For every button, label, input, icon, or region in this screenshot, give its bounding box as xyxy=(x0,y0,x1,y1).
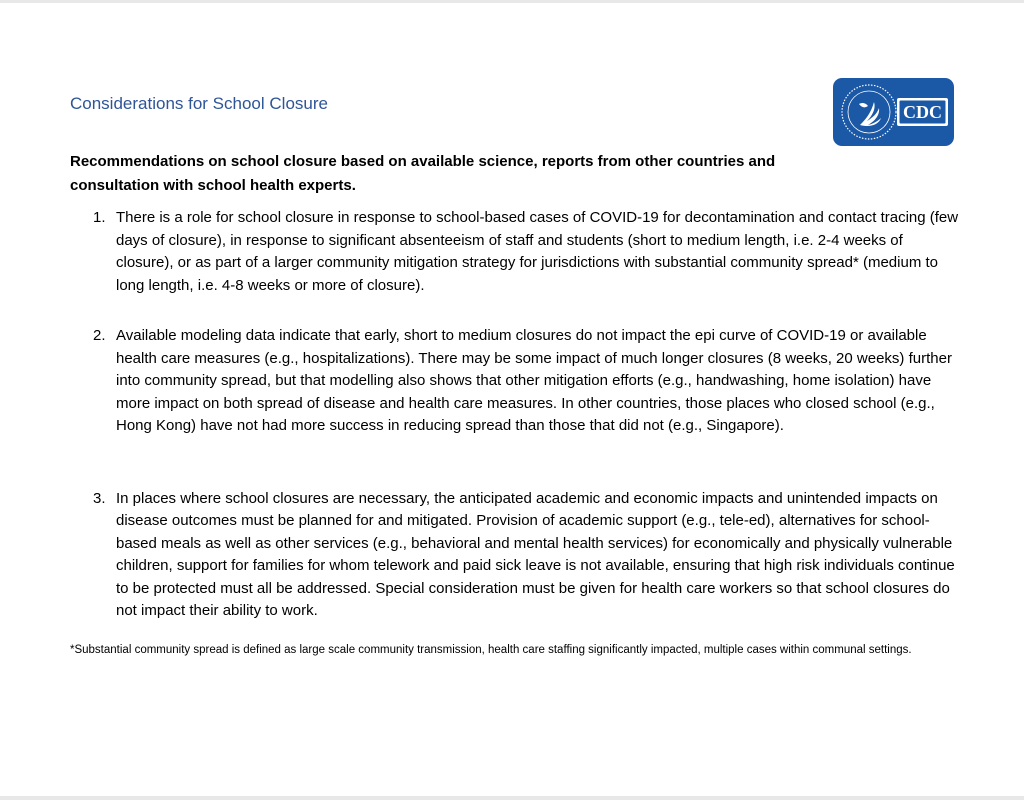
footnote: *Substantial community spread is defined as large scale community transmission, health care staffing significantly impacted, multiple cases within communal settings. xyxy=(70,644,912,656)
list-item xyxy=(0,325,1024,438)
list-item-number: 1. xyxy=(93,209,106,226)
intro-paragraph: Recommendations on school closure based on available science, reports from other countries and consultation with school health experts. xyxy=(70,153,776,194)
list-item-number: 3. xyxy=(93,489,106,507)
document-page xyxy=(0,3,1024,796)
list-item xyxy=(0,488,1024,623)
list-item-number: 2. xyxy=(93,327,106,344)
list-item xyxy=(0,207,1024,297)
hhs-eagle-icon xyxy=(833,78,954,146)
logo-text: CDC xyxy=(903,102,942,122)
list-item-text: Available modeling data indicate that early, short to medium closures do not impact the epi curve of COVID-19 or available health care measures (e.g., hospitalizations). There may be some impact of much longer closures (8 weeks, 20 weeks) further into community spread, but that modelling also shows that other mitigation efforts (e.g., handwashing, home isolation) have more impact on both spread of disease and health care measures. In other countries, those places who closed school (e.g., Hong Kong) have not had more success in reducing spread than those that did not (e.g., Singapore). xyxy=(116,327,952,434)
cdc-logo xyxy=(833,78,954,146)
recommendation-list xyxy=(0,207,1024,623)
list-item-text: In places where school closures are necessary, the anticipated academic and economic impacts and unintended impacts on disease outcomes must be planned for and mitigated. Provision of academic support (e.g., tele-ed), alternatives for school-based meals as well as other services (e.g., behavioral and mental health services) for economically and physically vulnerable children, support for families for whom telework and paid sick leave is not available, ensuring that high risk individuals continue to be protected must all be addressed. Special consideration must be given for health care workers so that school closures do not impact their ability to work. xyxy=(116,489,955,619)
page-title: Considerations for School Closure xyxy=(70,94,328,113)
list-item-text: There is a role for school closure in response to school-based cases of COVID-19 for decontamination and contact tracing (few days of closure), in response to significant absenteeism of staff and students (short to medium length, i.e. 2-4 weeks of closure), or as part of a larger community mitigation strategy for jurisdictions with substantial community spread* (medium to long length, i.e. 4-8 weeks or more of closure). xyxy=(116,209,959,294)
